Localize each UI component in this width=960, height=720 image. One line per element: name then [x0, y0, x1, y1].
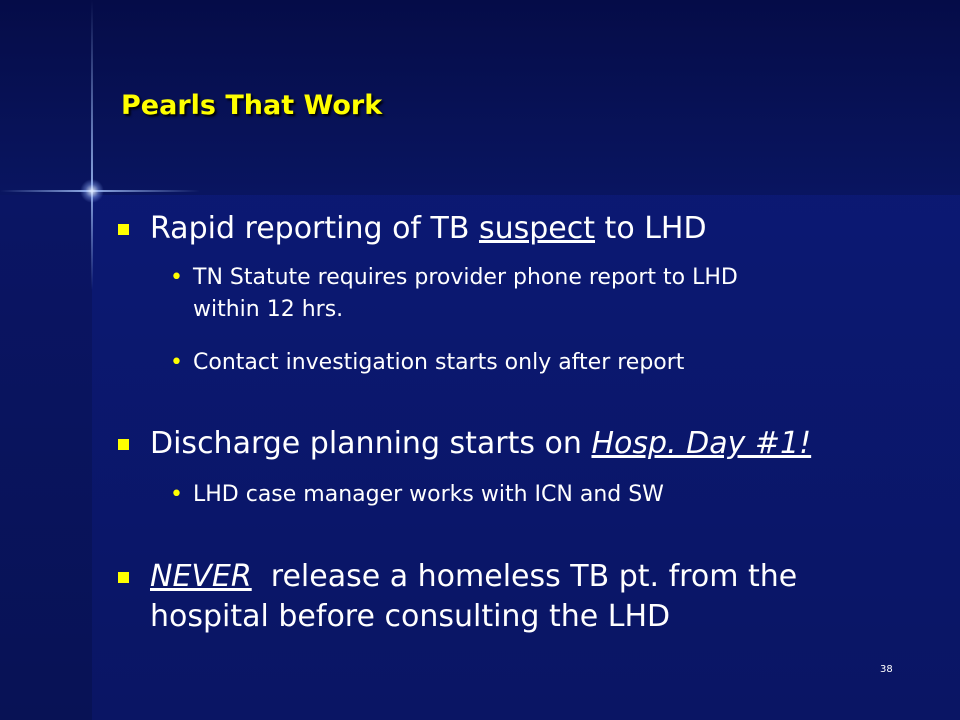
round-bullet-icon: • — [170, 482, 183, 507]
round-bullet-icon: • — [170, 265, 183, 290]
light-flare-vertical — [91, 0, 93, 290]
left-margin-band — [0, 195, 92, 720]
never-emphasis: NEVER — [150, 559, 252, 594]
page-number: 38 — [880, 664, 893, 675]
sub-bullet-1-2-text: Contact investigation starts only after report — [193, 350, 685, 375]
sub-bullet-2-1-text: LHD case manager works with ICN and SW — [193, 482, 664, 507]
suspect-emphasis: suspect — [478, 211, 596, 246]
sub-bullet-1-1-line-1: TN Statute requires provider phone report to LHD — [193, 265, 738, 290]
slide-title: Pearls That Work — [121, 90, 383, 121]
bullet-1-text: Rapid reporting of TB suspect to LHD — [150, 211, 707, 246]
hosp-day-emphasis: Hosp. Day #1! — [591, 426, 812, 461]
square-bullet-icon — [118, 572, 129, 583]
bullet-2-text: Discharge planning starts on Hosp. Day #1! — [150, 426, 812, 461]
square-bullet-icon — [118, 224, 129, 235]
round-bullet-icon: • — [170, 350, 183, 375]
sub-bullet-1-1-line-2: within 12 hrs. — [193, 297, 344, 322]
square-bullet-icon — [118, 439, 129, 450]
light-flare-icon — [80, 179, 104, 203]
bullet-3-text: NEVER release a homeless TB pt. from the hospital before consulting the LHD — [150, 559, 798, 634]
